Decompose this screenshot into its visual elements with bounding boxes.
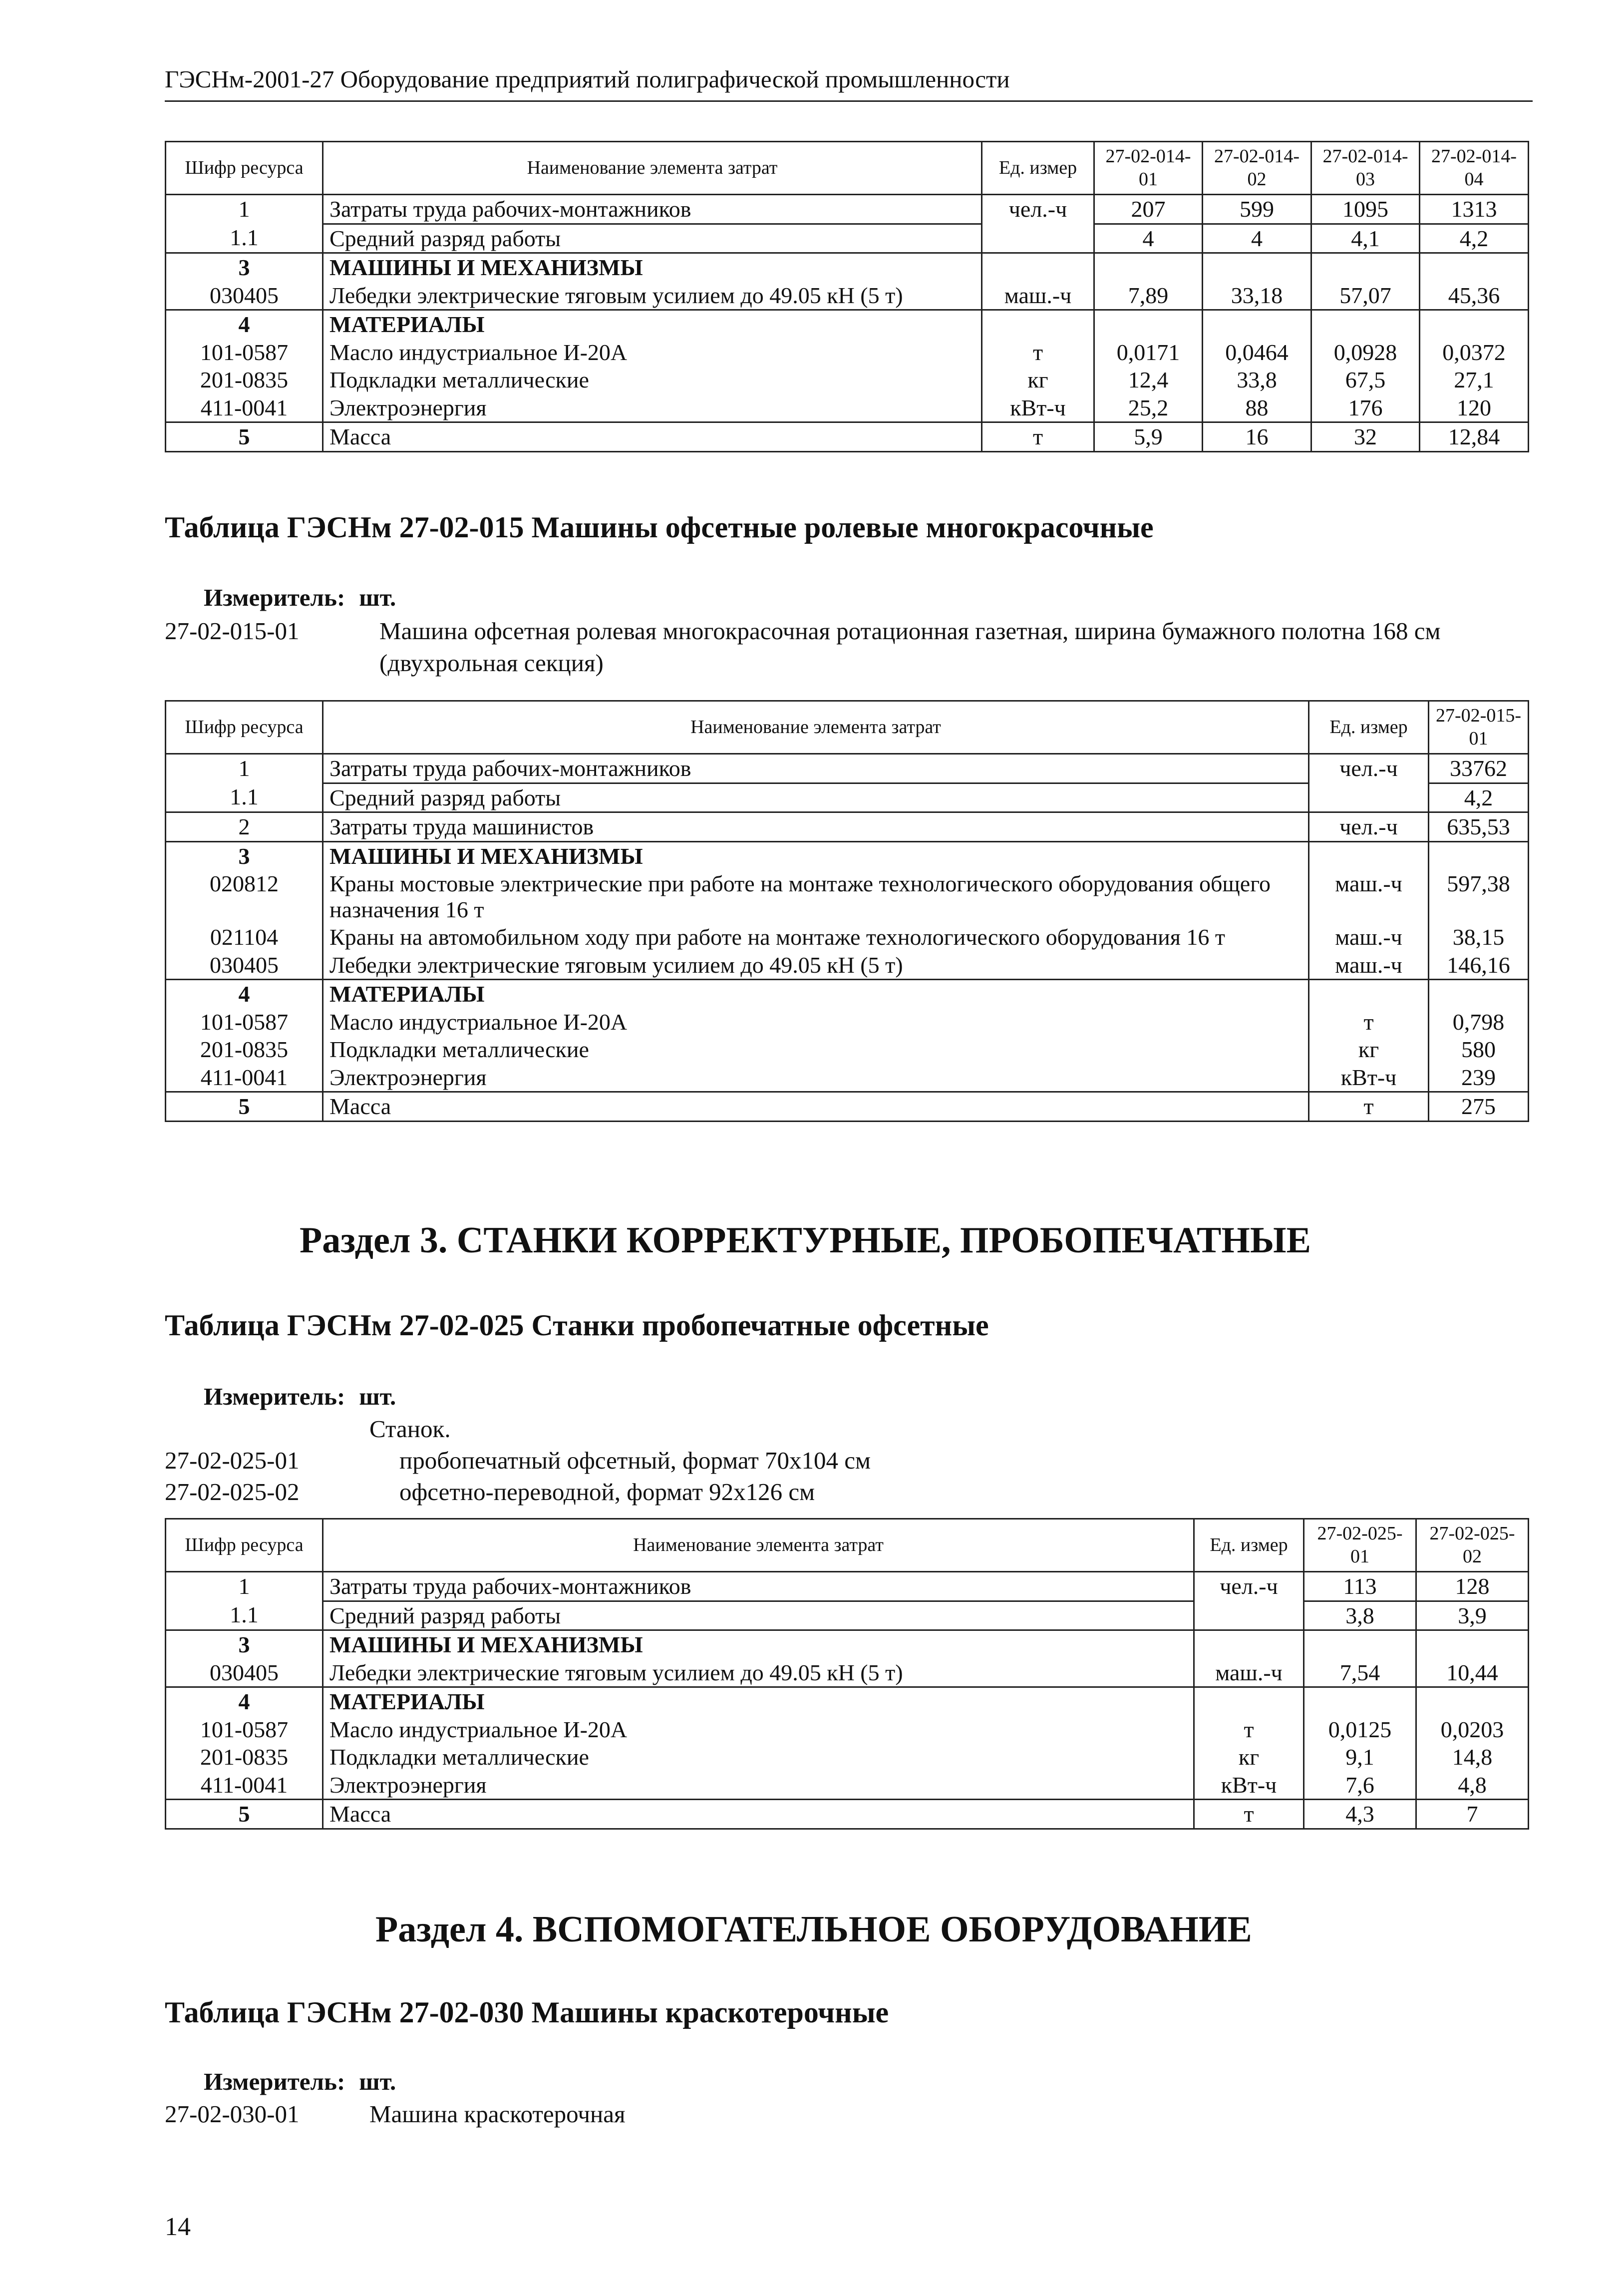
resource-unit: маш.-ч: [982, 282, 1094, 310]
resource-value: 32: [1311, 422, 1420, 452]
table-row: [166, 1630, 1529, 1659]
col-header-value: 27-02-015-01: [1429, 701, 1529, 754]
table-title: Таблица ГЭСНм 27-02-025 Станки пробопечатные офсетные: [165, 1309, 989, 1342]
resource-value: 33,8: [1203, 366, 1311, 394]
resource-name: Электроэнергия: [323, 1064, 1309, 1092]
table-row: [166, 366, 1529, 394]
table-row: [166, 195, 1529, 224]
resource-value: 38,15: [1429, 923, 1529, 951]
resource-code: 030405: [166, 1659, 323, 1687]
resource-name: Затраты труда рабочих-монтажников: [323, 195, 982, 224]
resource-unit: [1309, 841, 1429, 870]
table-row: [166, 253, 1529, 282]
resource-code: 5: [166, 422, 323, 452]
resource-code: 030405: [166, 951, 323, 980]
col-header-unit: Ед. измер: [1194, 1519, 1304, 1572]
resource-name: Лебедки электрические тяговым усилием до 49.05 кН (5 т): [323, 282, 982, 310]
resource-code: 4: [166, 310, 323, 339]
resource-value: [1094, 310, 1203, 339]
resource-unit: т: [1309, 1092, 1429, 1122]
resource-value: 3,9: [1416, 1601, 1529, 1630]
resource-unit: маш.-ч: [1309, 870, 1429, 923]
resource-value: 12,84: [1420, 422, 1529, 452]
table-row: [166, 783, 1529, 812]
norm-group-caption: [369, 1413, 869, 1448]
resource-name: Электроэнергия: [323, 394, 982, 422]
resource-name: Затраты труда машинистов: [323, 812, 1309, 842]
resource-value: 4,3: [1304, 1800, 1416, 1829]
resource-unit: чел.-ч: [1309, 754, 1429, 783]
resource-unit: чел.-ч: [982, 195, 1094, 224]
table-row: [166, 1092, 1529, 1122]
resource-unit: кг: [1309, 1036, 1429, 1064]
meter-value: шт.: [359, 1383, 396, 1410]
resource-name: Лебедки электрические тяговым усилием до 49.05 кН (5 т): [323, 951, 1309, 980]
table-row: [166, 812, 1529, 842]
resource-value: 4: [1203, 224, 1311, 253]
resource-code: 1.1: [166, 783, 323, 812]
resource-unit: кг: [982, 366, 1094, 394]
col-header-name: Наименование элемента затрат: [323, 701, 1309, 754]
resource-code: 1: [166, 195, 323, 224]
resource-value: 33,18: [1203, 282, 1311, 310]
resource-unit: чел.-ч: [1309, 812, 1429, 842]
resource-unit: кг: [1194, 1743, 1304, 1771]
resource-code: 411-0041: [166, 1771, 323, 1800]
col-header-value: 27-02-025-02: [1416, 1519, 1529, 1572]
resource-code: 4: [166, 980, 323, 1008]
resource-value: 5,9: [1094, 422, 1203, 452]
table-row: [166, 224, 1529, 253]
resource-code: 201-0835: [166, 366, 323, 394]
norm-item: [165, 1445, 1533, 1480]
resource-value: 0,0125: [1304, 1716, 1416, 1744]
resource-unit: т: [1309, 1008, 1429, 1036]
resource-value: 4: [1094, 224, 1203, 253]
resource-unit: т: [1194, 1800, 1304, 1829]
resource-value: [1416, 1630, 1529, 1659]
resource-value: 128: [1416, 1572, 1529, 1601]
resource-code: 1.1: [166, 1601, 323, 1630]
resource-code: 3: [166, 253, 323, 282]
norm-description: Машина офсетная ролевая многокрасочная ротационная газетная, ширина бумажного полотна 168 см (двухрольная секция): [379, 617, 1441, 677]
meter-value: шт.: [359, 2068, 396, 2095]
resource-name: Подкладки металлические: [323, 1743, 1194, 1771]
table-row: [166, 923, 1529, 951]
resource-table-27-02-014: [165, 141, 1529, 452]
resource-code: 411-0041: [166, 1064, 323, 1092]
table-row: [166, 310, 1529, 339]
resource-value: [1420, 253, 1529, 282]
norm-item: [165, 2098, 1533, 2133]
resource-value: 4,1: [1311, 224, 1420, 253]
resource-unit: маш.-ч: [1194, 1659, 1304, 1687]
meter-value: шт.: [359, 584, 396, 611]
col-header-value: 27-02-025-01: [1304, 1519, 1416, 1572]
resource-value: [1311, 253, 1420, 282]
resource-value: 4,2: [1429, 783, 1529, 812]
table-row: [166, 1716, 1529, 1744]
table-row: [166, 1771, 1529, 1800]
resource-name: Масса: [323, 1092, 1309, 1122]
meter-label: Измеритель:: [204, 2068, 345, 2095]
resource-name: Масса: [323, 422, 982, 452]
resource-unit: [1194, 1687, 1304, 1716]
resource-name: Краны мостовые электрические при работе на монтаже технологического оборудования общего назначения 16 т: [323, 870, 1309, 923]
table-row: [166, 1572, 1529, 1601]
norm-description: пробопечатный офсетный, формат 70x104 см: [399, 1447, 871, 1474]
resource-name: Подкладки металлические: [323, 366, 982, 394]
resource-value: 7,54: [1304, 1659, 1416, 1687]
resource-value: 88: [1203, 394, 1311, 422]
resource-name: Масло индустриальное И-20А: [323, 339, 982, 367]
table-title: Таблица ГЭСНм 27-02-030 Машины краскотерочные: [165, 1996, 889, 2029]
col-header-name: Наименование элемента затрат: [323, 1519, 1194, 1572]
table-row: [166, 1064, 1529, 1092]
resource-unit: [982, 253, 1094, 282]
col-header-code: Шифр ресурса: [166, 1519, 323, 1572]
meter: [204, 583, 396, 612]
resource-name: МАШИНЫ И МЕХАНИЗМЫ: [323, 1630, 1194, 1659]
resource-value: 580: [1429, 1036, 1529, 1064]
resource-value: [1304, 1687, 1416, 1716]
resource-code: 201-0835: [166, 1743, 323, 1771]
resource-code: 101-0587: [166, 339, 323, 367]
resource-value: 16: [1203, 422, 1311, 452]
page-number: 14: [165, 2213, 191, 2241]
resource-value: 176: [1311, 394, 1420, 422]
section-title: Раздел 4. ВСПОМОГАТЕЛЬНОЕ ОБОРУДОВАНИЕ: [375, 1909, 1252, 1950]
resource-code: 5: [166, 1092, 323, 1122]
resource-value: [1203, 253, 1311, 282]
table-row: [166, 1601, 1529, 1630]
resource-unit: [1194, 1630, 1304, 1659]
resource-name: Затраты труда рабочих-монтажников: [323, 1572, 1194, 1601]
resource-unit: [1309, 783, 1429, 812]
table-row: [166, 339, 1529, 367]
section-title: Раздел 3. СТАНКИ КОРРЕКТУРНЫЕ, ПРОБОПЕЧАТНЫЕ: [300, 1220, 1311, 1261]
resource-code: 5: [166, 1800, 323, 1829]
col-header-value: 27-02-014-02: [1203, 142, 1311, 195]
resource-value: 239: [1429, 1064, 1529, 1092]
meter: [204, 2067, 396, 2096]
resource-code: 411-0041: [166, 394, 323, 422]
resource-value: 1313: [1420, 195, 1529, 224]
resource-table-27-02-015: [165, 700, 1529, 1122]
resource-value: 597,38: [1429, 870, 1529, 923]
table-row: [166, 1036, 1529, 1064]
resource-value: 599: [1203, 195, 1311, 224]
resource-value: 0,0464: [1203, 339, 1311, 367]
resource-name: Масса: [323, 1800, 1194, 1829]
resource-code: 101-0587: [166, 1008, 323, 1036]
resource-code: 3: [166, 841, 323, 870]
resource-value: 113: [1304, 1572, 1416, 1601]
resource-value: 0,0928: [1311, 339, 1420, 367]
resource-value: 0,0203: [1416, 1716, 1529, 1744]
norm-item: [165, 1476, 1533, 1511]
norm-item: [165, 615, 1533, 685]
resource-code: 1: [166, 1572, 323, 1601]
table-row: [166, 841, 1529, 870]
resource-value: [1304, 1630, 1416, 1659]
resource-unit: т: [982, 422, 1094, 452]
resource-code: 1: [166, 754, 323, 783]
resource-unit: т: [1194, 1716, 1304, 1744]
resource-unit: т: [982, 339, 1094, 367]
resource-name: Масло индустриальное И-20А: [323, 1008, 1309, 1036]
running-header: ГЭСНм-2001-27 Оборудование предприятий полиграфической промышленности: [165, 65, 1533, 102]
table-row: [166, 980, 1529, 1008]
resource-code: 1.1: [166, 224, 323, 253]
resource-unit: [982, 224, 1094, 253]
resource-value: 120: [1420, 394, 1529, 422]
resource-value: 25,2: [1094, 394, 1203, 422]
norm-code: 27-02-030-01: [165, 2100, 300, 2128]
table-row: [166, 1687, 1529, 1716]
col-header-unit: Ед. измер: [982, 142, 1094, 195]
resource-value: 207: [1094, 195, 1203, 224]
resource-value: 33762: [1429, 754, 1529, 783]
resource-unit: кВт-ч: [982, 394, 1094, 422]
resource-name: Подкладки металлические: [323, 1036, 1309, 1064]
table-row: [166, 870, 1529, 923]
resource-code: 4: [166, 1687, 323, 1716]
norm-description: Машина краскотерочная: [369, 2100, 626, 2128]
resource-name: МАТЕРИАЛЫ: [323, 1687, 1194, 1716]
group-caption: Станок.: [369, 1415, 451, 1443]
col-header-value: 27-02-014-03: [1311, 142, 1420, 195]
table-row: [166, 1008, 1529, 1036]
table-title: Таблица ГЭСНм 27-02-015 Машины офсетные ролевые многокрасочные: [165, 511, 1154, 544]
resource-unit: кВт-ч: [1309, 1064, 1429, 1092]
resource-value: 146,16: [1429, 951, 1529, 980]
resource-unit: чел.-ч: [1194, 1572, 1304, 1601]
col-header-code: Шифр ресурса: [166, 142, 323, 195]
col-header-name: Наименование элемента затрат: [323, 142, 982, 195]
resource-code: 030405: [166, 282, 323, 310]
resource-code: 3: [166, 1630, 323, 1659]
resource-value: 7,6: [1304, 1771, 1416, 1800]
col-header-unit: Ед. измер: [1309, 701, 1429, 754]
table-row: [166, 394, 1529, 422]
meter-label: Измеритель:: [204, 1383, 345, 1410]
resource-value: 45,36: [1420, 282, 1529, 310]
resource-name: Лебедки электрические тяговым усилием до 49.05 кН (5 т): [323, 1659, 1194, 1687]
resource-value: 635,53: [1429, 812, 1529, 842]
resource-code: 2: [166, 812, 323, 842]
resource-value: 12,4: [1094, 366, 1203, 394]
resource-name: Электроэнергия: [323, 1771, 1194, 1800]
table-row: [166, 1659, 1529, 1687]
col-header-value: 27-02-014-01: [1094, 142, 1203, 195]
resource-name: Затраты труда рабочих-монтажников: [323, 754, 1309, 783]
table-row: [166, 951, 1529, 980]
meter-label: Измеритель:: [204, 584, 345, 611]
resource-value: [1416, 1687, 1529, 1716]
norm-code: 27-02-015-01: [165, 617, 300, 645]
resource-value: 57,07: [1311, 282, 1420, 310]
resource-name: МАШИНЫ И МЕХАНИЗМЫ: [323, 841, 1309, 870]
resource-value: [1094, 253, 1203, 282]
norm-description: офсетно-переводной, формат 92x126 см: [399, 1478, 815, 1506]
resource-value: 7: [1416, 1800, 1529, 1829]
resource-name: Краны на автомобильном ходу при работе на монтаже технологического оборудования 16 т: [323, 923, 1309, 951]
resource-value: 4,2: [1420, 224, 1529, 253]
resource-table-27-02-025: [165, 1518, 1529, 1830]
resource-value: 1095: [1311, 195, 1420, 224]
resource-unit: кВт-ч: [1194, 1771, 1304, 1800]
resource-value: [1429, 841, 1529, 870]
resource-value: [1429, 980, 1529, 1008]
resource-unit: [1194, 1601, 1304, 1630]
resource-code: 021104: [166, 923, 323, 951]
norm-code: 27-02-025-01: [165, 1447, 300, 1474]
resource-code: 201-0835: [166, 1036, 323, 1064]
col-header-value: 27-02-014-04: [1420, 142, 1529, 195]
resource-name: Средний разряд работы: [323, 783, 1309, 812]
resource-unit: [1309, 980, 1429, 1008]
resource-name: Средний разряд работы: [323, 224, 982, 253]
resource-name: МАТЕРИАЛЫ: [323, 310, 982, 339]
resource-value: [1311, 310, 1420, 339]
table-row: [166, 422, 1529, 452]
resource-name: Средний разряд работы: [323, 1601, 1194, 1630]
col-header-code: Шифр ресурса: [166, 701, 323, 754]
resource-value: 67,5: [1311, 366, 1420, 394]
resource-value: 0,0372: [1420, 339, 1529, 367]
resource-code: 101-0587: [166, 1716, 323, 1744]
resource-value: 27,1: [1420, 366, 1529, 394]
resource-value: 0,798: [1429, 1008, 1529, 1036]
resource-unit: маш.-ч: [1309, 951, 1429, 980]
resource-value: 3,8: [1304, 1601, 1416, 1630]
table-row: [166, 1800, 1529, 1829]
resource-value: 14,8: [1416, 1743, 1529, 1771]
table-row: [166, 1743, 1529, 1771]
resource-unit: [982, 310, 1094, 339]
resource-value: 9,1: [1304, 1743, 1416, 1771]
resource-value: 7,89: [1094, 282, 1203, 310]
resource-name: МАШИНЫ И МЕХАНИЗМЫ: [323, 253, 982, 282]
resource-name: МАТЕРИАЛЫ: [323, 980, 1309, 1008]
meter: [204, 1382, 396, 1411]
table-row: [166, 754, 1529, 783]
table-row: [166, 282, 1529, 310]
resource-value: [1420, 310, 1529, 339]
resource-value: 4,8: [1416, 1771, 1529, 1800]
resource-value: 0,0171: [1094, 339, 1203, 367]
resource-unit: маш.-ч: [1309, 923, 1429, 951]
resource-code: 020812: [166, 870, 323, 923]
resource-value: 10,44: [1416, 1659, 1529, 1687]
resource-value: 275: [1429, 1092, 1529, 1122]
norm-code: 27-02-025-02: [165, 1478, 300, 1506]
resource-value: [1203, 310, 1311, 339]
resource-name: Масло индустриальное И-20А: [323, 1716, 1194, 1744]
